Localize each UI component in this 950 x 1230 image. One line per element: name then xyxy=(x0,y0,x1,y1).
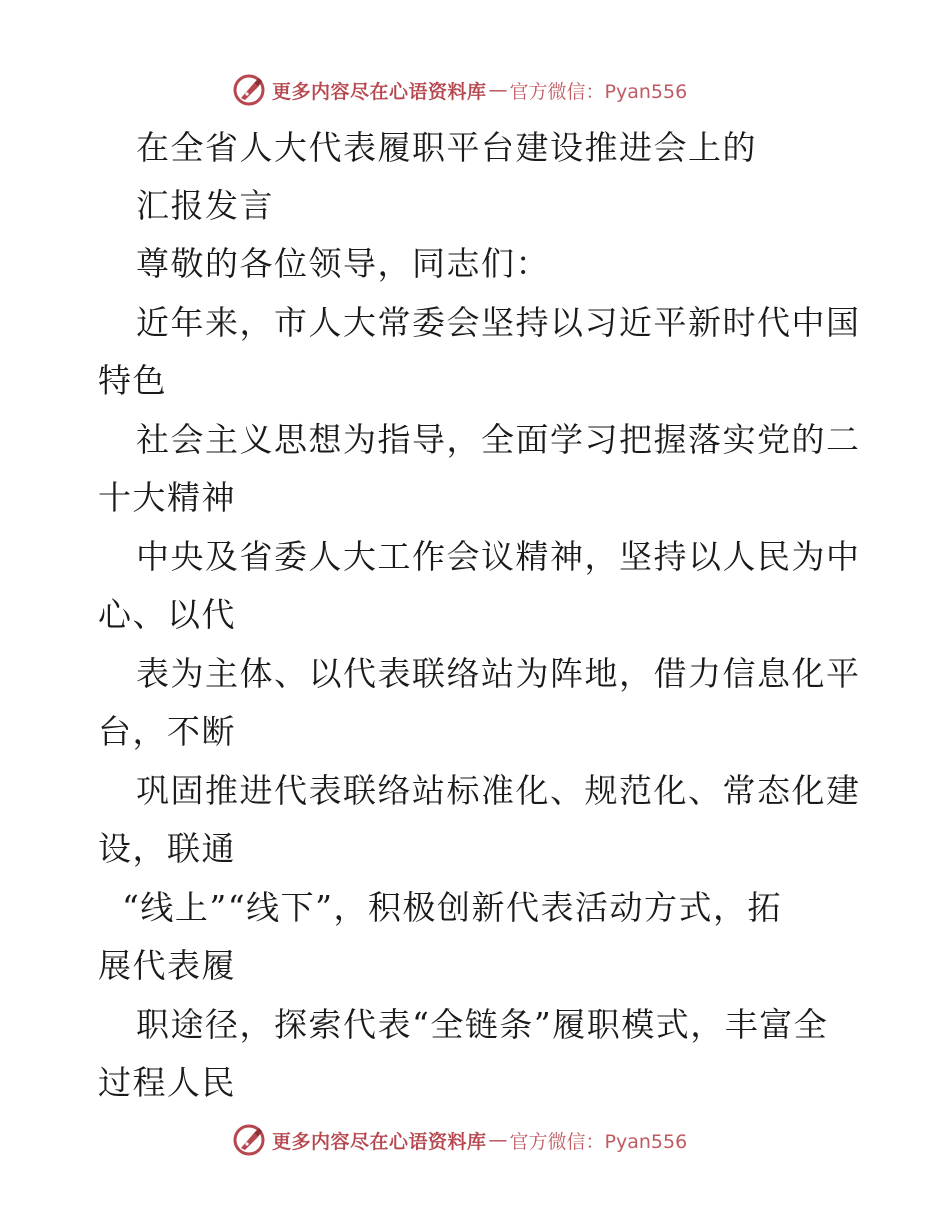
paragraph-line: 职途径，探索代表“全链条”履职模式，丰富全 xyxy=(136,1005,829,1044)
watermark-brand: 更多内容尽在心语资料库 xyxy=(272,1130,487,1153)
document-salutation: 尊敬的各位领导，同志们： xyxy=(136,244,550,283)
paragraph-line: 巩固推进代表联络站标准化、规范化、常态化建 xyxy=(136,771,861,810)
watermark-separator: — xyxy=(488,79,508,101)
paragraph-line: 台，不断 xyxy=(98,712,236,751)
paragraph-line: 过程人民 xyxy=(98,1063,236,1102)
paragraph-line: 特色 xyxy=(98,361,167,400)
paragraph-line: 近年来，市人大常委会坚持以习近平新时代中国 xyxy=(136,303,861,342)
watermark-contact: 官方微信：Pyan556 xyxy=(509,80,688,103)
watermark-brand: 更多内容尽在心语资料库 xyxy=(272,80,487,103)
paragraph-line: 心、以代 xyxy=(98,595,236,634)
footer-watermark xyxy=(232,1122,687,1158)
paragraph-line: 表为主体、以代表联络站为阵地，借力信息化平 xyxy=(136,654,861,693)
paragraph-line: 设，联通 xyxy=(98,829,236,868)
header-watermark xyxy=(232,72,687,108)
watermark-separator: — xyxy=(488,1129,508,1151)
watermark-contact: 官方微信：Pyan556 xyxy=(509,1130,688,1153)
pen-nib-logo-icon xyxy=(232,1123,266,1157)
paragraph-line: 展代表履 xyxy=(98,946,236,985)
paragraph-line: 十大精神 xyxy=(98,478,236,517)
paragraph-line: 中央及省委人大工作会议精神，坚持以人民为中 xyxy=(136,537,861,576)
document-title-line-1: 在全省人大代表履职平台建设推进会上的 xyxy=(136,128,757,167)
paragraph-line: “线上”“线下”，积极创新代表活动方式，拓 xyxy=(122,888,782,927)
document-title-line-2: 汇报发言 xyxy=(136,186,274,225)
paragraph-line: 社会主义思想为指导，全面学习把握落实党的二 xyxy=(136,420,861,459)
pen-nib-logo-icon xyxy=(232,73,266,107)
